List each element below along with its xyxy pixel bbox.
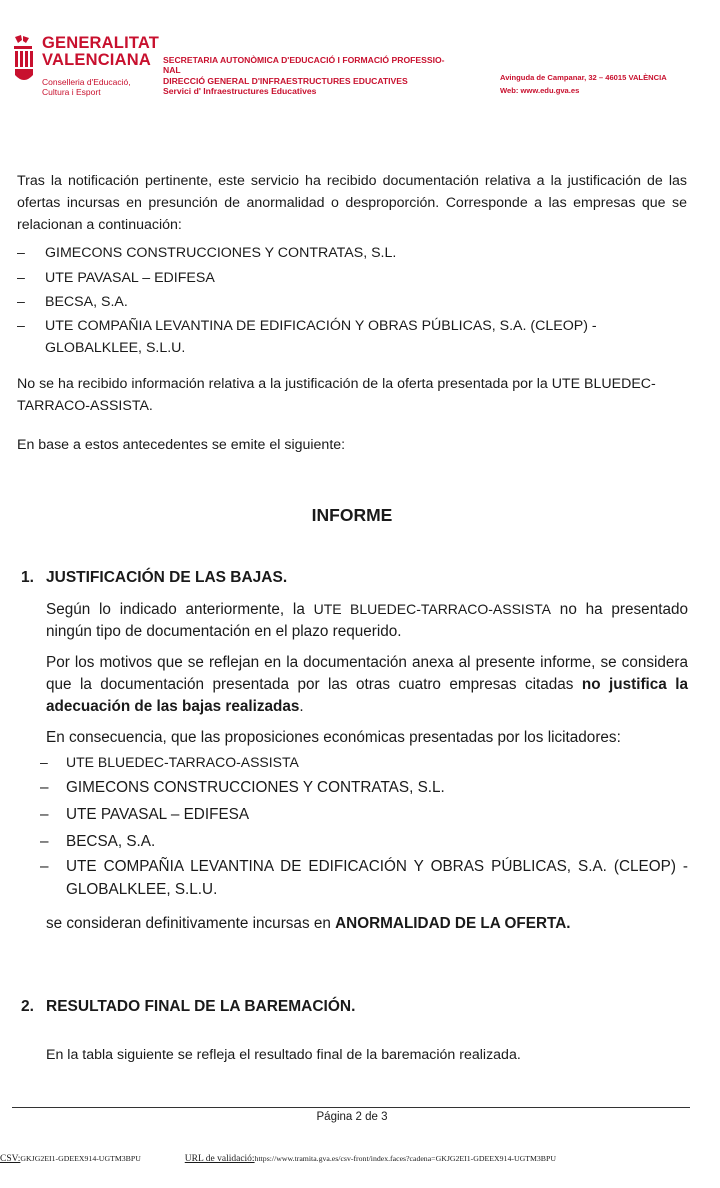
address-block xyxy=(500,71,667,97)
bidder-list xyxy=(40,750,688,901)
dept-line: Servici d' Infraestructures Educatives xyxy=(163,86,317,97)
document-title: INFORME xyxy=(311,505,393,525)
conselleria-name: Conselleria d'Educació, Cultura i Esport xyxy=(42,77,131,97)
section-2-p1: En la tabla siguiente se refleja el resultado final de la baremación realizada. xyxy=(46,1047,521,1063)
dept-line: NAL xyxy=(163,65,181,76)
list-item: – BECSA, S.A. xyxy=(17,294,128,310)
org-name: GENERALITAT VALENCIANA xyxy=(42,34,160,69)
base-paragraph: En base a estos antecedentes se emite el siguiente: xyxy=(17,437,346,453)
no-info-paragraph: No se ha recibido información relativa a la justificación de la oferta presentada por la UTE BLUEDEC-TARRACO-ASSISTA. xyxy=(17,376,656,414)
section-1-heading: 1. JUSTIFICACIÓN DE LAS BAJAS. xyxy=(21,569,288,586)
csv-label: CSV: xyxy=(0,1154,21,1164)
footer-divider xyxy=(12,1107,690,1108)
web-link[interactable]: Web: www.edu.gva.es xyxy=(500,86,580,95)
list-item: – GIMECONS CONSTRUCCIONES Y CONTRATAS, S.L. xyxy=(17,245,397,261)
list-item: – UTE COMPAÑIA LEVANTINA DE EDIFICACIÓN Y OBRAS PÚBLICAS, S.A. (CLEOP) - GLOBALKLEE, S.L.U. xyxy=(17,317,597,356)
section-1-p3: En consecuencia, que las proposiciones económicas presentadas por los licitadores: xyxy=(46,729,621,746)
list-item: – UTE BLUEDEC-TARRACO-ASSISTA xyxy=(40,754,299,770)
list-item: – BECSA, S.A. xyxy=(40,833,156,850)
list-item: – UTE PAVASAL – EDIFESA xyxy=(17,269,215,286)
list-item: – GIMECONS CONSTRUCCIONES Y CONTRATAS, S.L. xyxy=(40,779,445,796)
generalitat-logo xyxy=(12,33,162,103)
section-1-p2: Por los motivos que se reflejan en la documentación anexa al presente informe, se considera que la documentación presentada por las otras cuatro empresas citadas no justifica la adecuación de las bajas realizadas. xyxy=(46,654,688,715)
url-label: URL de validació: xyxy=(184,1154,255,1164)
generalitat-emblem-icon xyxy=(12,35,36,87)
intro-paragraph: Tras la notificación pertinente, este servicio ha recibido documentación relativa a la justificación de las ofertas incursas en presunción de anormalidad o desproporción. Corresponde a las empresas que se relacionan a continuación: xyxy=(17,173,687,233)
section-1-p4: se consideran definitivamente incursas en ANORMALIDAD DE LA OFERTA. xyxy=(46,915,571,932)
section-1-p1: Según lo indicado anteriormente, la UTE BLUEDEC-TARRACO-ASSISTA no ha presentado ningún tipo de documentación en el plazo requerido. xyxy=(46,601,688,640)
csv-footer xyxy=(0,1154,556,1164)
address: Avinguda de Campanar, 32 – 46015 VALÈNCIA xyxy=(500,73,667,82)
company-list xyxy=(17,241,707,359)
section-2-heading: 2. RESULTADO FINAL DE LA BAREMACIÓN. xyxy=(21,998,356,1015)
list-item: – UTE PAVASAL – EDIFESA xyxy=(40,806,250,823)
department-block xyxy=(163,55,503,97)
page-number: Página 2 de 3 xyxy=(316,1111,388,1123)
dept-line: SECRETARIA AUTONÒMICA D'EDUCACIÓ I FORMACIÓ PROFESSIO- xyxy=(163,55,445,65)
dept-line: DIRECCIÓ GENERAL D'INFRAESTRUCTURES EDUCATIVES xyxy=(163,75,408,86)
validation-url[interactable]: https://www.tramita.gva.es/csv-front/index.faces?cadena=GKJG2EI1-GDEEX914-UGTM3BPU xyxy=(254,1154,556,1163)
list-item: – UTE COMPAÑIA LEVANTINA DE EDIFICACIÓN Y OBRAS PÚBLICAS, S.A. (CLEOP) - GLOBALKLEE, S.L.U. xyxy=(40,858,688,898)
csv-code: GKJG2EI1-GDEEX914-UGTM3BPU xyxy=(20,1154,141,1163)
